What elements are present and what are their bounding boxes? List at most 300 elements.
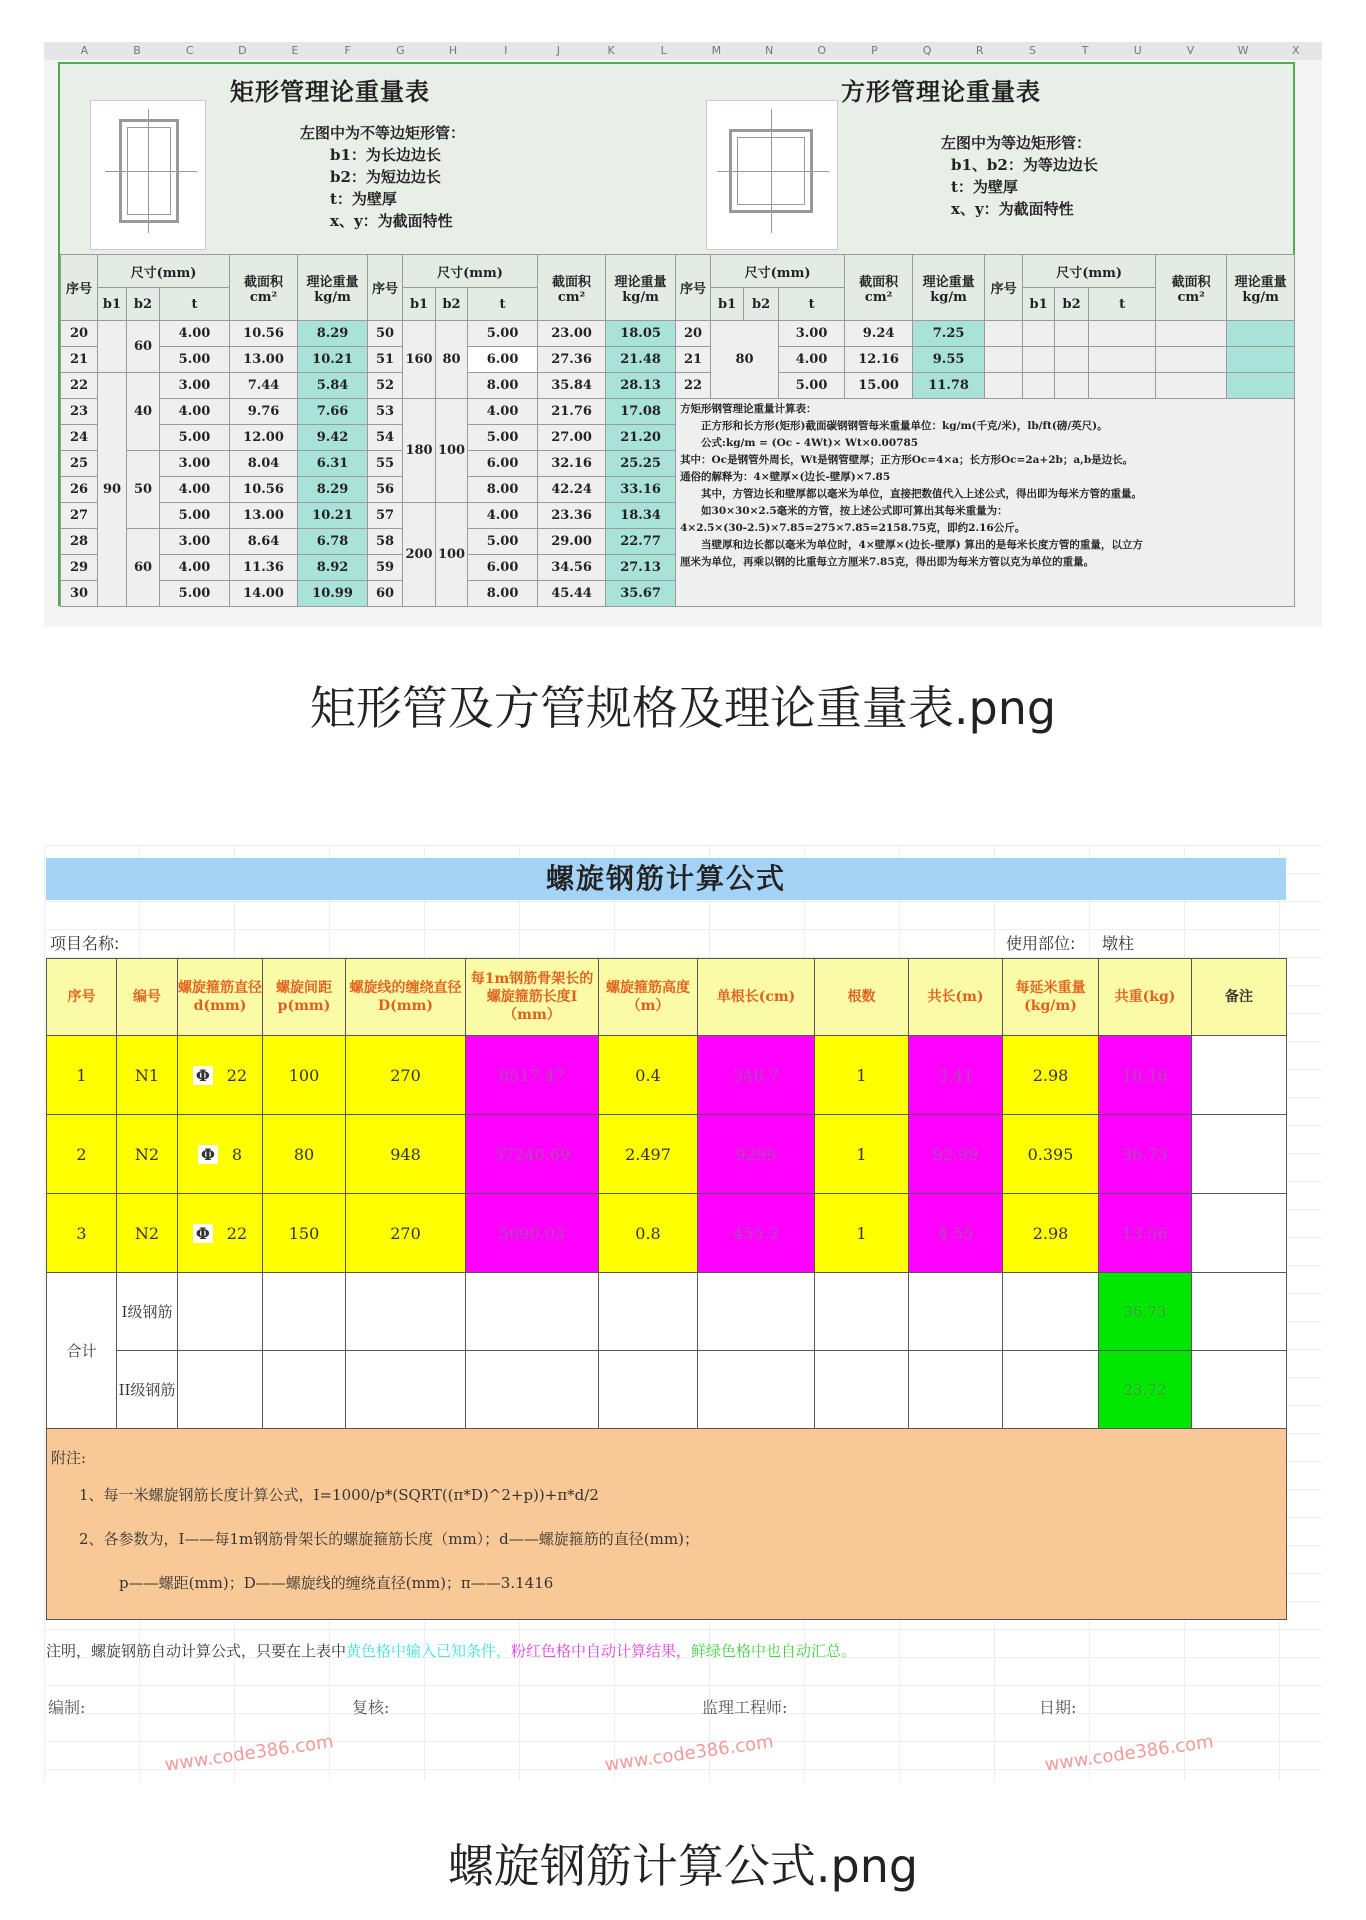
header-seq[interactable]: 序号 [676, 255, 711, 321]
unit_w-cell[interactable]: 0.395 [1003, 1115, 1099, 1194]
area-cell[interactable]: 12.16 [845, 347, 913, 373]
total_len-cell[interactable]: 4.55 [909, 1194, 1003, 1273]
t-cell[interactable]: 6.00 [468, 451, 538, 477]
header-weight-label: 理论重量 [306, 274, 359, 290]
note-line: 通俗的解释为：4×壁厚×(边长-壁厚)×7.85 [680, 471, 891, 483]
single-cell[interactable]: 340.7 [698, 1036, 815, 1115]
empty-cell[interactable] [178, 1273, 263, 1351]
header-b1[interactable]: b1 [711, 288, 744, 321]
t-cell[interactable]: 5.00 [160, 347, 230, 373]
seq-cell[interactable]: 22 [676, 373, 711, 399]
remark-cell[interactable] [1192, 1194, 1287, 1273]
column-header[interactable]: 序号 [47, 959, 117, 1036]
column-letter[interactable]: V [1186, 44, 1195, 57]
header-t[interactable]: t [779, 288, 845, 321]
column-letter[interactable]: F [344, 44, 351, 57]
t-cell[interactable]: 5.00 [468, 529, 538, 555]
area-cell[interactable]: 12.00 [230, 425, 298, 451]
t-cell[interactable]: 8.00 [468, 477, 538, 503]
weight-cell[interactable]: 6.31 [298, 451, 368, 477]
t-cell[interactable]: 5.00 [160, 581, 230, 607]
formula-notes [676, 399, 1295, 607]
t-cell[interactable]: 4.00 [160, 477, 230, 503]
date-label: 日期: [1039, 1698, 1077, 1717]
header-size[interactable]: 尺寸(mm) [1023, 255, 1156, 288]
header-weight [606, 255, 676, 321]
total_w-cell[interactable]: 13.56 [1099, 1194, 1192, 1273]
header-area [538, 255, 606, 321]
area-cell[interactable]: 27.00 [538, 425, 606, 451]
unit_w-cell[interactable]: 2.98 [1003, 1194, 1099, 1273]
D-cell[interactable]: 270 [346, 1036, 466, 1115]
header-area [230, 255, 298, 321]
empty-cell[interactable] [1055, 373, 1089, 399]
empty-cell[interactable] [1156, 321, 1227, 347]
b2-cell[interactable]: 100 [436, 399, 468, 503]
seq-cell[interactable]: 25 [61, 451, 98, 477]
header-b1[interactable]: b1 [403, 288, 436, 321]
column-letter[interactable]: Q [922, 44, 932, 57]
area-cell[interactable]: 11.36 [230, 555, 298, 581]
sheet-title: 螺旋钢筋计算公式 [46, 858, 1286, 900]
p-cell[interactable]: 150 [263, 1194, 346, 1273]
empty-cell[interactable] [698, 1351, 815, 1429]
weight-cell[interactable]: 18.34 [606, 503, 676, 529]
area-cell[interactable]: 32.16 [538, 451, 606, 477]
I-cell[interactable]: 8517.47 [466, 1036, 599, 1115]
total_len-cell[interactable]: 92.99 [909, 1115, 1003, 1194]
empty-cell[interactable] [698, 1273, 815, 1351]
h-cell[interactable]: 0.4 [599, 1036, 698, 1115]
column-letter[interactable]: A [80, 44, 89, 57]
t-cell[interactable]: 4.00 [160, 399, 230, 425]
desc-line: b2：为短边边长 [330, 168, 441, 186]
total_len-cell[interactable]: 3.41 [909, 1036, 1003, 1115]
header-size[interactable]: 尺寸(mm) [403, 255, 538, 288]
column-letter[interactable]: W [1237, 44, 1249, 57]
empty-cell[interactable] [1003, 1273, 1099, 1351]
weight-cell[interactable]: 9.42 [298, 425, 368, 451]
column-letter[interactable]: G [396, 44, 405, 57]
count-cell[interactable]: 1 [815, 1036, 909, 1115]
empty-cell[interactable] [1023, 347, 1055, 373]
t-cell[interactable]: 8.00 [468, 581, 538, 607]
header-area-label: 截面积 [244, 274, 284, 290]
empty-cell[interactable] [1003, 1351, 1099, 1429]
empty-cell[interactable] [1089, 373, 1156, 399]
header-weight [1227, 255, 1295, 321]
watermark: www.code386.com [603, 1731, 775, 1776]
area-cell[interactable]: 21.76 [538, 399, 606, 425]
column-letter[interactable]: X [1292, 44, 1300, 57]
empty-cell[interactable] [346, 1273, 466, 1351]
note-line: p——螺距(mm)；D——螺旋线的缠绕直径(mm)；π——3.1416 [119, 1574, 554, 1592]
footnote-yellow: 黄色格中输入已知条件， [346, 1642, 512, 1660]
header-t[interactable]: t [1089, 288, 1156, 321]
note-line: 1、每一米螺旋钢筋长度计算公式，I=1000/p*(SQRT((π*D)^2+p))+π*d/2 [79, 1486, 599, 1504]
b2-cell[interactable]: 60 [127, 529, 160, 607]
column-letter[interactable]: R [975, 44, 984, 57]
t-cell[interactable]: 3.00 [160, 529, 230, 555]
weight-cell[interactable]: 35.67 [606, 581, 676, 607]
area-cell[interactable]: 23.36 [538, 503, 606, 529]
count-cell[interactable]: 1 [815, 1115, 909, 1194]
header-b1[interactable]: b1 [1023, 288, 1055, 321]
weight-cell[interactable]: 5.84 [298, 373, 368, 399]
note-line: 当壁厚和边长都以毫米为单位时，4×壁厚×(边长-壁厚) 算出的是每米长度方管的重量，以立方 [680, 539, 1143, 551]
header-size[interactable]: 尺寸(mm) [98, 255, 230, 288]
summary-row [47, 1351, 1287, 1429]
weight-cell[interactable]: 6.78 [298, 529, 368, 555]
empty-cell[interactable] [1023, 321, 1055, 347]
b1-cell[interactable]: 180 [403, 399, 436, 503]
empty-cell[interactable] [909, 1273, 1003, 1351]
seq-cell[interactable]: 51 [368, 347, 403, 373]
seq-cell[interactable]: 57 [368, 503, 403, 529]
t-cell[interactable]: 6.00 [468, 347, 538, 373]
area-cell[interactable]: 15.00 [845, 373, 913, 399]
t-cell[interactable]: 5.00 [160, 503, 230, 529]
header-weight [913, 255, 985, 321]
header-size[interactable]: 尺寸(mm) [711, 255, 845, 288]
weight-cell[interactable]: 7.25 [913, 321, 985, 347]
seq-cell[interactable]: 1 [47, 1036, 117, 1115]
empty-cell[interactable] [178, 1351, 263, 1429]
t-cell[interactable]: 4.00 [468, 399, 538, 425]
unit_w-cell[interactable]: 2.98 [1003, 1036, 1099, 1115]
header-b1[interactable]: b1 [98, 288, 127, 321]
footnote-pink: 粉红色格中自动计算结果， [511, 1642, 692, 1660]
empty-cell[interactable] [599, 1351, 698, 1429]
note-line: 公式:kg/m = (Oc - 4Wt)× Wt×0.00785 [680, 437, 919, 449]
b1-cell[interactable] [98, 321, 127, 373]
header-seq[interactable]: 序号 [61, 255, 98, 321]
t-cell[interactable]: 4.00 [779, 347, 845, 373]
square-tube-title: 方形管理论重量表 [841, 77, 1041, 106]
b-cell[interactable]: 80 [711, 321, 779, 399]
diameter-value: 22 [226, 1223, 248, 1243]
empty-cell[interactable] [1055, 347, 1089, 373]
empty-cell[interactable] [1023, 373, 1055, 399]
column-header[interactable]: 螺旋线的缠绕直径D(mm) [346, 959, 466, 1036]
column-letter[interactable]: C [185, 44, 194, 57]
header-seq[interactable]: 序号 [368, 255, 403, 321]
empty-cell[interactable] [263, 1351, 346, 1429]
area-cell[interactable]: 10.56 [230, 477, 298, 503]
area-cell[interactable]: 13.00 [230, 347, 298, 373]
weight-cell[interactable]: 21.48 [606, 347, 676, 373]
D-cell[interactable]: 948 [346, 1115, 466, 1194]
p-cell[interactable]: 80 [263, 1115, 346, 1194]
column-letter[interactable]: E [291, 44, 299, 57]
total_w-cell[interactable]: 36.73 [1099, 1115, 1192, 1194]
column-header[interactable]: 每延米重量(kg/m) [1003, 959, 1099, 1036]
column-letter[interactable]: M [711, 44, 722, 57]
header-weight-label: 理论重量 [1234, 274, 1287, 290]
weight-cell[interactable]: 10.99 [298, 581, 368, 607]
t-cell[interactable]: 3.00 [160, 373, 230, 399]
seq-cell[interactable]: 24 [61, 425, 98, 451]
weight-cell[interactable]: 8.29 [298, 321, 368, 347]
column-letter[interactable]: S [1028, 44, 1036, 57]
column-header[interactable]: 单根长(cm) [698, 959, 815, 1036]
t-cell[interactable]: 4.00 [160, 555, 230, 581]
summary-total[interactable]: 36.73 [1099, 1273, 1192, 1351]
seq-cell[interactable]: 21 [61, 347, 98, 373]
empty-cell[interactable] [985, 347, 1023, 373]
column-header[interactable]: 编号 [117, 959, 178, 1036]
header-area [1156, 255, 1227, 321]
area-cell[interactable]: 13.00 [230, 503, 298, 529]
weight-cell[interactable]: 10.21 [298, 347, 368, 373]
location-value[interactable]: 墩柱 [1102, 934, 1135, 953]
prepared-by-label: 编制: [48, 1698, 86, 1717]
t-cell[interactable]: 4.00 [160, 321, 230, 347]
count-cell[interactable]: 1 [815, 1194, 909, 1273]
code-cell[interactable]: N1 [117, 1036, 178, 1115]
t-cell[interactable]: 5.00 [468, 425, 538, 451]
code-cell[interactable]: N2 [117, 1194, 178, 1273]
b2-cell[interactable]: 60 [127, 321, 160, 373]
desc-line: x、y：为截面特性 [330, 212, 453, 230]
seq-cell[interactable]: 56 [368, 477, 403, 503]
header-b2[interactable]: b2 [436, 288, 468, 321]
header-b2[interactable]: b2 [1055, 288, 1089, 321]
diameter-cell[interactable] [178, 1194, 263, 1273]
seq-cell[interactable]: 29 [61, 555, 98, 581]
area-cell[interactable]: 9.24 [845, 321, 913, 347]
header-seq[interactable]: 序号 [985, 255, 1023, 321]
weight-cell[interactable]: 8.29 [298, 477, 368, 503]
desc-line: t：为壁厚 [330, 190, 397, 208]
desc-line: 左图中为不等边矩形管： [300, 124, 466, 142]
weight-cell[interactable]: 33.16 [606, 477, 676, 503]
table-row [61, 321, 1295, 347]
empty-cell[interactable] [346, 1351, 466, 1429]
empty-cell[interactable] [599, 1273, 698, 1351]
remark-cell[interactable] [1192, 1036, 1287, 1115]
area-cell[interactable]: 35.84 [538, 373, 606, 399]
header-t[interactable]: t [160, 288, 230, 321]
column-letter[interactable]: J [556, 44, 560, 57]
column-header-bar [44, 42, 1322, 60]
area-cell[interactable]: 42.24 [538, 477, 606, 503]
h-cell[interactable]: 0.8 [599, 1194, 698, 1273]
b2-cell[interactable]: 40 [127, 373, 160, 451]
empty-cell[interactable] [1156, 347, 1227, 373]
seq-cell[interactable]: 2 [47, 1115, 117, 1194]
seq-cell[interactable]: 53 [368, 399, 403, 425]
column-header[interactable]: 根数 [815, 959, 909, 1036]
area-cell[interactable]: 14.00 [230, 581, 298, 607]
column-header[interactable]: 螺旋间距p(mm) [263, 959, 346, 1036]
column-header[interactable]: 共重(kg) [1099, 959, 1192, 1036]
column-header[interactable]: 共长(m) [909, 959, 1003, 1036]
area-cell[interactable]: 10.56 [230, 321, 298, 347]
seq-cell[interactable]: 20 [61, 321, 98, 347]
column-letter[interactable]: D [238, 44, 247, 57]
b2-cell[interactable]: 80 [436, 321, 468, 399]
summary-label[interactable]: 合计 [47, 1273, 117, 1429]
rebar-grade-symbol: Φ [198, 1145, 218, 1164]
seq-cell[interactable]: 3 [47, 1194, 117, 1273]
area-cell[interactable]: 45.44 [538, 581, 606, 607]
weight-cell[interactable]: 11.78 [913, 373, 985, 399]
weight-cell[interactable]: 25.25 [606, 451, 676, 477]
empty-cell[interactable] [985, 373, 1023, 399]
t-cell[interactable]: 8.00 [468, 373, 538, 399]
empty-cell[interactable] [1192, 1273, 1287, 1351]
note-line: 2、各参数为，I——每1m钢筋骨架长的螺旋箍筋长度（mm）；d——螺旋箍筋的直径(mm)； [79, 1530, 699, 1548]
t-cell[interactable]: 5.00 [160, 425, 230, 451]
header-area-unit: cm² [249, 289, 278, 305]
seq-cell[interactable]: 58 [368, 529, 403, 555]
weight-cell[interactable]: 9.55 [913, 347, 985, 373]
weight-cell[interactable]: 7.66 [298, 399, 368, 425]
header-area-label: 截面积 [1171, 274, 1211, 290]
area-cell[interactable]: 34.56 [538, 555, 606, 581]
weight-cell[interactable]: 10.21 [298, 503, 368, 529]
reviewed-by-label: 复核: [352, 1698, 390, 1717]
empty-cell[interactable] [263, 1273, 346, 1351]
spiral-rebar-table [46, 958, 1287, 1620]
seq-cell[interactable]: 55 [368, 451, 403, 477]
weight-cell[interactable]: 22.77 [606, 529, 676, 555]
seq-cell[interactable]: 60 [368, 581, 403, 607]
supervisor-label: 监理工程师: [702, 1698, 788, 1717]
column-letter[interactable]: K [607, 44, 615, 57]
seq-cell[interactable]: 50 [368, 321, 403, 347]
empty-cell[interactable] [985, 321, 1023, 347]
diameter-cell[interactable] [178, 1036, 263, 1115]
note-line: 4×2.5×(30-2.5)×7.85=275×7.85=2158.75克，即约2.16公斤。 [680, 522, 1026, 534]
column-header[interactable]: 每1m钢筋骨架长的螺旋箍筋长度I（mm） [466, 959, 599, 1036]
grade-label[interactable]: II级钢筋 [117, 1351, 178, 1429]
empty-cell[interactable] [815, 1351, 909, 1429]
empty-cell[interactable] [466, 1351, 599, 1429]
area-cell[interactable]: 23.00 [538, 321, 606, 347]
watermark: www.code386.com [163, 1731, 335, 1776]
empty-cell[interactable] [1227, 373, 1295, 399]
column-letter[interactable]: I [504, 44, 508, 57]
h-cell[interactable]: 2.497 [599, 1115, 698, 1194]
seq-cell[interactable]: 27 [61, 503, 98, 529]
area-cell[interactable]: 8.04 [230, 451, 298, 477]
square-tube-diagram [706, 100, 838, 250]
header-area-label: 截面积 [552, 274, 592, 290]
area-cell[interactable]: 7.44 [230, 373, 298, 399]
seq-cell[interactable]: 30 [61, 581, 98, 607]
seq-cell[interactable]: 26 [61, 477, 98, 503]
column-letter[interactable]: B [133, 44, 141, 57]
I-cell[interactable]: 37240.69 [466, 1115, 599, 1194]
grade-label[interactable]: I级钢筋 [117, 1273, 178, 1351]
column-letter[interactable]: O [817, 44, 827, 57]
seq-cell[interactable]: 59 [368, 555, 403, 581]
seq-cell[interactable]: 20 [676, 321, 711, 347]
I-cell[interactable]: 5690.03 [466, 1194, 599, 1273]
weight-cell[interactable]: 21.20 [606, 425, 676, 451]
p-cell[interactable]: 100 [263, 1036, 346, 1115]
weight-cell[interactable]: 27.13 [606, 555, 676, 581]
b1-cell[interactable]: 200 [403, 503, 436, 607]
code-cell[interactable]: N2 [117, 1115, 178, 1194]
weight-cell[interactable]: 17.08 [606, 399, 676, 425]
empty-cell[interactable] [1089, 347, 1156, 373]
b1-cell[interactable]: 90 [98, 373, 127, 607]
seq-cell[interactable]: 54 [368, 425, 403, 451]
diameter-cell[interactable] [178, 1115, 263, 1194]
column-letter[interactable]: P [871, 44, 878, 57]
seq-cell[interactable]: 28 [61, 529, 98, 555]
t-cell[interactable]: 3.00 [160, 451, 230, 477]
seq-cell[interactable]: 22 [61, 373, 98, 399]
t-cell[interactable]: 6.00 [468, 555, 538, 581]
notes-row [47, 1429, 1287, 1620]
total_w-cell[interactable]: 10.16 [1099, 1036, 1192, 1115]
weight-cell[interactable]: 8.92 [298, 555, 368, 581]
desc-line: 左图中为等边矩形管： [941, 134, 1092, 152]
empty-cell[interactable] [466, 1273, 599, 1351]
remark-cell[interactable] [1192, 1115, 1287, 1194]
desc-line: t：为壁厚 [951, 178, 1018, 196]
column-header[interactable]: 螺旋箍筋直径d(mm) [178, 959, 263, 1036]
column-letter[interactable]: U [1133, 44, 1142, 57]
column-letter[interactable]: L [660, 44, 667, 57]
area-cell[interactable]: 8.64 [230, 529, 298, 555]
area-cell[interactable]: 9.76 [230, 399, 298, 425]
diameter-value: 22 [226, 1065, 248, 1085]
weight-cell[interactable]: 18.05 [606, 321, 676, 347]
empty-cell[interactable] [815, 1273, 909, 1351]
seq-cell[interactable]: 52 [368, 373, 403, 399]
t-cell[interactable]: 5.00 [468, 321, 538, 347]
empty-cell[interactable] [1089, 321, 1156, 347]
seq-cell[interactable]: 23 [61, 399, 98, 425]
single-cell[interactable]: 455.2 [698, 1194, 815, 1273]
summary-total[interactable]: 23.72 [1099, 1351, 1192, 1429]
b2-cell[interactable]: 50 [127, 451, 160, 529]
D-cell[interactable]: 270 [346, 1194, 466, 1273]
column-letter[interactable]: T [1081, 44, 1089, 57]
empty-cell[interactable] [909, 1351, 1003, 1429]
header-t[interactable]: t [468, 288, 538, 321]
column-header[interactable]: 备注 [1192, 959, 1287, 1036]
header-b2[interactable]: b2 [127, 288, 160, 321]
area-cell[interactable]: 27.36 [538, 347, 606, 373]
empty-cell[interactable] [1227, 321, 1295, 347]
t-cell[interactable]: 4.00 [468, 503, 538, 529]
area-cell[interactable]: 29.00 [538, 529, 606, 555]
column-letter[interactable]: H [448, 44, 458, 57]
t-cell[interactable]: 5.00 [779, 373, 845, 399]
seq-cell[interactable]: 21 [676, 347, 711, 373]
weight-table [60, 254, 1295, 607]
weight-cell[interactable]: 28.13 [606, 373, 676, 399]
empty-cell[interactable] [1192, 1351, 1287, 1429]
single-cell[interactable]: 9299 [698, 1115, 815, 1194]
sheet-frame [58, 62, 1295, 606]
t-cell[interactable]: 3.00 [779, 321, 845, 347]
b1-cell[interactable]: 160 [403, 321, 436, 399]
empty-cell[interactable] [1227, 347, 1295, 373]
empty-cell[interactable] [1156, 373, 1227, 399]
column-header[interactable]: 螺旋箍筋高度（m） [599, 959, 698, 1036]
empty-cell[interactable] [1055, 321, 1089, 347]
column-letter[interactable]: N [764, 44, 774, 57]
header-b2[interactable]: b2 [744, 288, 779, 321]
b2-cell[interactable]: 100 [436, 503, 468, 607]
